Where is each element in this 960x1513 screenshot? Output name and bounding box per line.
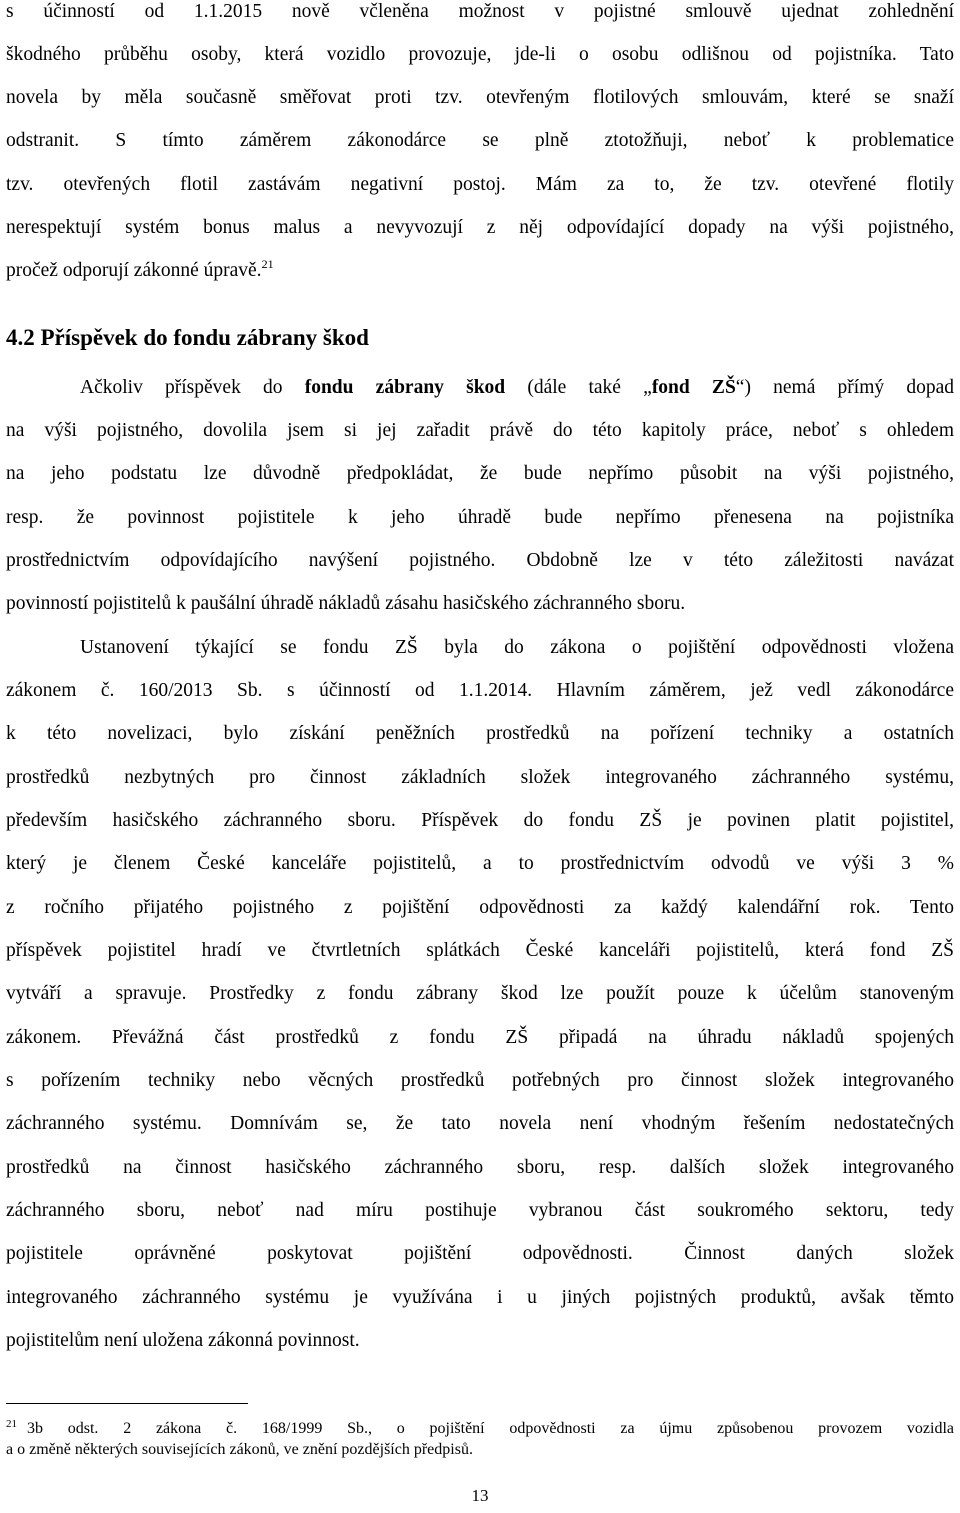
paragraph-line: resp. že povinnost pojistitele k jeho úhradě bude nepřímo přenesena na pojistníka: [6, 507, 954, 528]
text-run: “) nemá přímý dopad: [735, 377, 954, 398]
paragraph-line: k této novelizaci, bylo získání peněžních prostředků na pořízení techniky a ostatních: [6, 723, 954, 744]
paragraph-text: pročež odporují zákonné úpravě.: [6, 260, 262, 281]
page-number: 13: [471, 1486, 489, 1505]
text-run: Ačkoliv příspěvek do: [80, 377, 305, 398]
footnote-number: 21: [6, 1418, 17, 1430]
paragraph-line: odstranit. S tímto záměrem zákonodárce se plně ztotožňuji, neboť k problematice: [6, 130, 954, 151]
footnote-reference[interactable]: 21: [261, 257, 274, 271]
bold-term: fond ZŠ: [651, 377, 736, 398]
paragraph-line: s účinností od 1.1.2015 nově včleněna možnost v pojistné smlouvě ujednat zohlednění: [6, 1, 954, 22]
footnote-line: [6, 1419, 954, 1439]
footnote-text: 3b odst. 2 zákona č. 168/1999 Sb., o pojištění odpovědnosti za újmu způsobenou provozem vozidla: [27, 1420, 954, 1437]
paragraph-last-line: pojistitelům není uložena zákonná povinnost.: [6, 1330, 360, 1351]
paragraph-line: na výši pojistného, dovolila jsem si jej zařadit právě do této kapitoly práce, neboť s ohledem: [6, 420, 954, 441]
paragraph-first-line: Ustanovení týkající se fondu ZŠ byla do zákona o pojištění odpovědnosti vložena: [80, 637, 954, 658]
paragraph-line: který je členem České kanceláře pojistitelů, a to prostřednictvím odvodů ve výši 3 %: [6, 853, 954, 874]
paragraph-line: novela by měla současně směřovat proti tzv. otevřeným flotilových smlouvám, které se snaží: [6, 87, 954, 108]
paragraph-line: s pořízením techniky nebo věcných prostředků potřebných pro činnost složek integrovaného: [6, 1070, 954, 1091]
paragraph-line: škodného průběhu osoby, která vozidlo provozuje, jde-li o osobu odlišnou od pojistníka. Tato: [6, 44, 954, 65]
text-run: (dále také „: [505, 377, 652, 398]
footnote-separator: [6, 1403, 248, 1404]
footnote-line: a o změně některých souvisejících zákonů, ve znění pozdějších předpisů.: [6, 1441, 473, 1458]
section-heading: 4.2 Příspěvek do fondu zábrany škod: [6, 325, 369, 350]
paragraph-line: prostředků na činnost hasičského záchranného sboru, resp. dalších složek integrovaného: [6, 1157, 954, 1178]
paragraph-line: především hasičského záchranného sboru. Příspěvek do fondu ZŠ je povinen platit pojistitel,: [6, 810, 954, 831]
paragraph-line: zákonem č. 160/2013 Sb. s účinností od 1.1.2014. Hlavním záměrem, jež vedl zákonodárce: [6, 680, 954, 701]
paragraph-line: záchranného sboru, neboť nad míru postihuje vybranou část soukromého sektoru, tedy: [6, 1200, 954, 1221]
paragraph-line: z ročního přijatého pojistného z pojištění odpovědnosti za každý kalendářní rok. Tento: [6, 897, 954, 918]
paragraph-last-line: povinností pojistitelů k paušální úhradě nákladů zásahu hasičského záchranného sboru.: [6, 593, 686, 614]
paragraph-line: integrovaného záchranného systému je využívána i u jiných pojistných produktů, avšak těmto: [6, 1287, 954, 1308]
paragraph-line: vytváří a spravuje. Prostředky z fondu zábrany škod lze použít pouze k účelům stanoveným: [6, 983, 954, 1004]
paragraph-last-line: [6, 259, 954, 283]
paragraph-line: příspěvek pojistitel hradí ve čtvrtletních splátkách České kanceláři pojistitelů, která fond ZŠ: [6, 940, 954, 961]
paragraph-line: na jeho podstatu lze důvodně předpokládat, že bude nepřímo působit na výši pojistného,: [6, 463, 954, 484]
paragraph-line: prostředků nezbytných pro činnost základních složek integrovaného záchranného systému,: [6, 767, 954, 788]
paragraph-line: pojistitele oprávněné poskytovat pojištění odpovědnosti. Činnost daných složek: [6, 1243, 954, 1264]
paragraph-line: zákonem. Převážná část prostředků z fondu ZŠ připadá na úhradu nákladů spojených: [6, 1027, 954, 1048]
paragraph-line: prostřednictvím odpovídajícího navýšení pojistného. Obdobně lze v této záležitosti navázat: [6, 550, 954, 571]
paragraph-line: tzv. otevřených flotil zastávám negativní postoj. Mám za to, že tzv. otevřené flotily: [6, 174, 954, 195]
paragraph-first-line: [80, 376, 954, 400]
paragraph-line: záchranného systému. Domnívám se, že tato novela není vhodným řešením nedostatečných: [6, 1113, 954, 1134]
bold-term: fondu zábrany škod: [304, 377, 506, 398]
paragraph-line: nerespektují systém bonus malus a nevyvozují z něj odpovídající dopady na výši pojistného,: [6, 217, 954, 238]
